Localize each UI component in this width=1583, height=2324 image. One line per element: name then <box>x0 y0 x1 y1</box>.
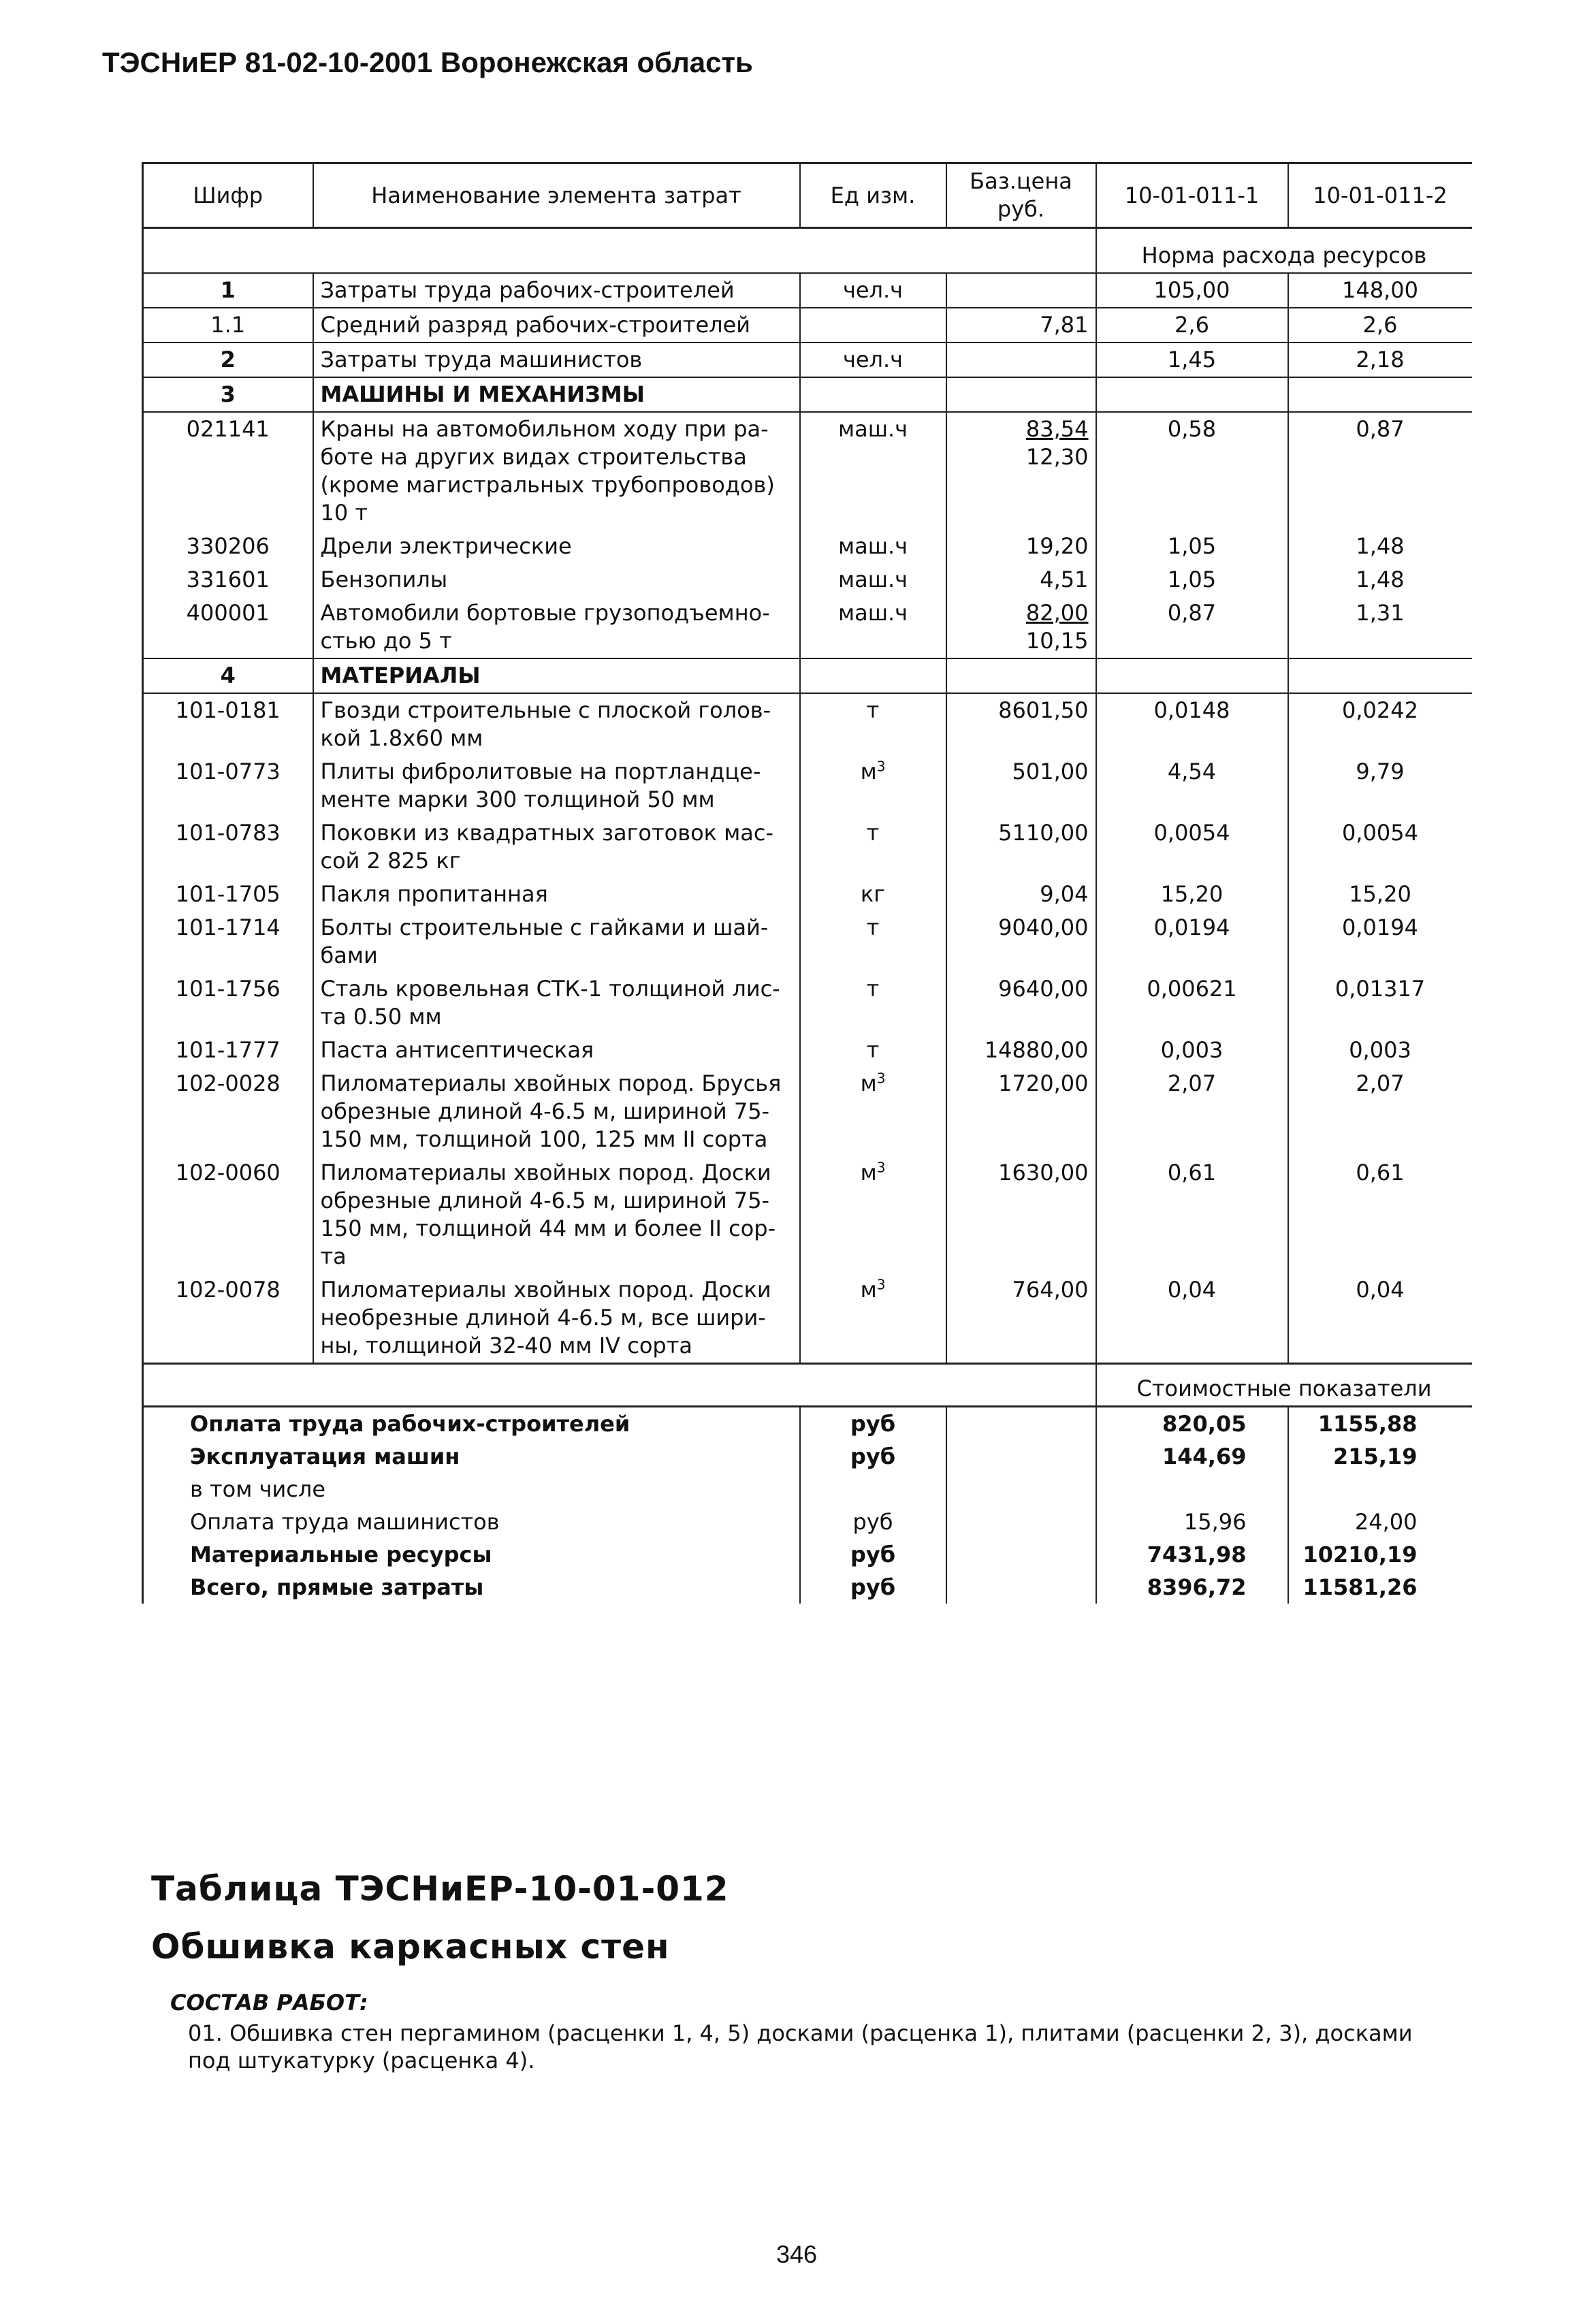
totals-row <box>143 1538 1472 1571</box>
works-text: 01. Обшивка стен пергамином (расценки 1, 4, 5) досками (расценка 1), плитами (расценки 2, 3), досками под штукатурку (расценка 4). <box>188 2020 1413 2073</box>
totals-value-1: 144,69 <box>1096 1440 1288 1473</box>
row-norm-1: 1,05 <box>1096 530 1288 563</box>
row-code: 400001 <box>143 596 313 658</box>
row-unit <box>800 755 946 816</box>
row-name: МАШИНЫ И МЕХАНИЗМЫ <box>313 377 800 412</box>
header-code: Шифр <box>143 163 313 228</box>
row-norm-2: 0,87 <box>1288 412 1472 530</box>
row-unit-text: $м^3$ <box>860 758 886 784</box>
row-unit: чел.ч <box>800 273 946 308</box>
row-unit <box>800 377 946 412</box>
table-row <box>143 972 1472 1034</box>
row-price <box>946 377 1096 412</box>
row-price <box>946 1273 1096 1364</box>
row-name: Дрели электрические <box>313 530 800 563</box>
table-row <box>143 1067 1472 1156</box>
row-price <box>946 412 1096 530</box>
row-name: Паста антисептическая <box>313 1034 800 1067</box>
row-norm-2 <box>1288 377 1472 412</box>
row-unit <box>800 1273 946 1364</box>
row-price-wage: 12,30 <box>1025 444 1089 470</box>
row-unit: т <box>800 911 946 972</box>
row-price-value: 1720,00 <box>998 1070 1089 1096</box>
table-row <box>143 308 1472 343</box>
row-price-value: 501,00 <box>1012 759 1089 784</box>
row-price-value: 4,51 <box>1040 567 1089 592</box>
totals-row <box>143 1473 1472 1506</box>
header-norm-1: 10-01-011-1 <box>1096 163 1288 228</box>
row-price <box>946 530 1096 563</box>
row-norm-2: 1,31 <box>1288 596 1472 658</box>
works-heading: СОСТАВ РАБОТ: <box>170 1990 368 2016</box>
row-price-value: 5110,00 <box>998 820 1089 846</box>
row-price <box>946 972 1096 1034</box>
table-title: Таблица ТЭСНиЕР-10-01-012 <box>151 1869 729 1909</box>
row-price <box>946 596 1096 658</box>
row-price-value: 8601,50 <box>998 697 1089 723</box>
table-row <box>143 1156 1472 1273</box>
row-price-value: 14880,00 <box>984 1037 1089 1063</box>
norms-title-row <box>143 228 1472 274</box>
norms-title: Норма расхода ресурсов <box>1096 228 1472 274</box>
row-norm-2: 0,04 <box>1288 1273 1472 1364</box>
unit-superscript: 3 <box>876 1159 886 1176</box>
totals-row <box>143 1440 1472 1473</box>
row-unit-text: $м^3$ <box>860 1276 886 1303</box>
row-code: 4 <box>143 658 313 693</box>
table-row <box>143 1034 1472 1067</box>
row-unit: маш.ч <box>800 596 946 658</box>
costs-title-spacer <box>143 1364 1096 1407</box>
row-name: Сталь кровельная СТК-1 толщиной лис-та 0.50 мм <box>313 972 800 1034</box>
row-norm-1: 0,04 <box>1096 1273 1288 1364</box>
row-norm-1: 0,003 <box>1096 1034 1288 1067</box>
row-code: 1 <box>143 273 313 308</box>
row-unit <box>800 1067 946 1156</box>
row-price <box>946 1156 1096 1273</box>
totals-label: в том числе <box>143 1473 800 1506</box>
row-code: 1.1 <box>143 308 313 343</box>
totals-label: Эксплуатация машин <box>143 1440 800 1473</box>
page-number: 346 <box>776 2240 818 2268</box>
row-code: 102-0078 <box>143 1273 313 1364</box>
header-norm-2: 10-01-011-2 <box>1288 163 1472 228</box>
totals-value-1 <box>1096 1473 1288 1506</box>
row-price <box>946 308 1096 343</box>
totals-unit: руб <box>800 1407 946 1441</box>
norms-table <box>142 162 1472 1604</box>
table-row <box>143 596 1472 658</box>
totals-row <box>143 1506 1472 1538</box>
row-price-value: 7,81 <box>1040 312 1089 338</box>
costs-title-row <box>143 1364 1472 1407</box>
totals-value-2: 1155,88 <box>1288 1407 1472 1441</box>
totals-price-empty <box>946 1473 1096 1506</box>
row-norm-1: 0,0194 <box>1096 911 1288 972</box>
row-unit: т <box>800 1034 946 1067</box>
row-norm-1: 2,07 <box>1096 1067 1288 1156</box>
totals-price-empty <box>946 1506 1096 1538</box>
row-code: 101-1714 <box>143 911 313 972</box>
row-unit: т <box>800 693 946 755</box>
header-unit: Ед изм. <box>800 163 946 228</box>
row-name: Пиломатериалы хвойных пород. Брусья обрезные длиной 4-6.5 м, шириной 75-150 мм, толщиной 100, 125 мм II сорта <box>313 1067 800 1156</box>
document-header: ТЭСНиЕР 81-02-10-2001 Воронежская область <box>102 46 753 78</box>
row-price <box>946 563 1096 596</box>
table-row <box>143 343 1472 377</box>
row-name: Пиломатериалы хвойных пород. Доски обрезные длиной 4-6.5 м, шириной 75-150 мм, толщиной 44 мм и более II сор-та <box>313 1156 800 1273</box>
row-norm-1: 4,54 <box>1096 755 1288 816</box>
table-subtitle: Обшивка каркасных стен <box>151 1927 670 1967</box>
header-price: Баз.цена руб. <box>946 163 1096 228</box>
row-code: 101-1756 <box>143 972 313 1034</box>
row-unit <box>800 308 946 343</box>
totals-label: Всего, прямые затраты <box>143 1571 800 1604</box>
row-unit: чел.ч <box>800 343 946 377</box>
unit-superscript: 3 <box>876 758 886 775</box>
totals-price-empty <box>946 1407 1096 1441</box>
row-unit: маш.ч <box>800 563 946 596</box>
row-norm-1: 15,20 <box>1096 878 1288 911</box>
row-unit-text: $м^3$ <box>860 1070 886 1096</box>
row-norm-2: 1,48 <box>1288 563 1472 596</box>
row-norm-2: 0,0242 <box>1288 693 1472 755</box>
row-code: 101-0783 <box>143 816 313 878</box>
row-price <box>946 911 1096 972</box>
table-row <box>143 530 1472 563</box>
totals-unit: руб <box>800 1506 946 1538</box>
row-code: 101-0181 <box>143 693 313 755</box>
table-row <box>143 658 1472 693</box>
row-norm-2: 1,48 <box>1288 530 1472 563</box>
row-code: 3 <box>143 377 313 412</box>
table-row <box>143 273 1472 308</box>
costs-title: Стоимостные показатели <box>1096 1364 1472 1407</box>
row-norm-2: 0,61 <box>1288 1156 1472 1273</box>
totals-row <box>143 1571 1472 1604</box>
row-code: 330206 <box>143 530 313 563</box>
totals-label: Оплата труда рабочих-строителей <box>143 1407 800 1441</box>
table-row <box>143 911 1472 972</box>
row-norm-1: 1,05 <box>1096 563 1288 596</box>
row-price-value: 9,04 <box>1040 881 1089 907</box>
row-name: Средний разряд рабочих-строителей <box>313 308 800 343</box>
row-norm-1: 1,45 <box>1096 343 1288 377</box>
totals-value-1: 820,05 <box>1096 1407 1288 1441</box>
row-code: 101-1777 <box>143 1034 313 1067</box>
row-norm-2: 2,07 <box>1288 1067 1472 1156</box>
totals-unit: руб <box>800 1571 946 1604</box>
row-price <box>946 816 1096 878</box>
row-price-value: 1630,00 <box>998 1160 1089 1185</box>
table-row <box>143 816 1472 878</box>
row-code: 2 <box>143 343 313 377</box>
row-name: Бензопилы <box>313 563 800 596</box>
unit-superscript: 3 <box>876 1276 886 1293</box>
totals-value-2: 11581,26 <box>1288 1571 1472 1604</box>
row-price <box>946 658 1096 693</box>
table-row <box>143 1273 1472 1364</box>
totals-value-1: 7431,98 <box>1096 1538 1288 1571</box>
row-name: Пиломатериалы хвойных пород. Доски необрезные длиной 4-6.5 м, все шири-ны, толщиной 32-40 мм IV сорта <box>313 1273 800 1364</box>
table-row <box>143 693 1472 755</box>
row-code: 102-0060 <box>143 1156 313 1273</box>
row-price-value: 83,54 <box>1025 416 1089 442</box>
row-unit <box>800 1156 946 1273</box>
row-code: 102-0028 <box>143 1067 313 1156</box>
row-norm-2: 0,003 <box>1288 1034 1472 1067</box>
row-code: 101-0773 <box>143 755 313 816</box>
row-price <box>946 273 1096 308</box>
row-price-value: 19,20 <box>1025 533 1089 559</box>
row-norm-2: 0,0054 <box>1288 816 1472 878</box>
row-code: 101-1705 <box>143 878 313 911</box>
totals-value-1: 15,96 <box>1096 1506 1288 1538</box>
table-row <box>143 755 1472 816</box>
row-norm-2: 0,01317 <box>1288 972 1472 1034</box>
row-norm-1: 0,0054 <box>1096 816 1288 878</box>
row-norm-1: 0,87 <box>1096 596 1288 658</box>
table-row <box>143 377 1472 412</box>
row-norm-1: 0,00621 <box>1096 972 1288 1034</box>
row-name: Краны на автомобильном ходу при ра-боте на других видах строительства (кроме магистральных трубопроводов) 10 т <box>313 412 800 530</box>
row-price <box>946 1034 1096 1067</box>
row-norm-2 <box>1288 658 1472 693</box>
totals-unit <box>800 1473 946 1506</box>
header-name: Наименование элемента затрат <box>313 163 800 228</box>
row-name: Затраты труда рабочих-строителей <box>313 273 800 308</box>
row-unit <box>800 658 946 693</box>
totals-price-empty <box>946 1440 1096 1473</box>
row-price <box>946 693 1096 755</box>
totals-price-empty <box>946 1571 1096 1604</box>
row-norm-1: 0,61 <box>1096 1156 1288 1273</box>
unit-superscript: 3 <box>876 1070 886 1087</box>
row-name: Болты строительные с гайками и шай-бами <box>313 911 800 972</box>
table-row <box>143 412 1472 530</box>
row-name: Гвозди строительные с плоской голов-кой 1.8х60 мм <box>313 693 800 755</box>
totals-value-2: 10210,19 <box>1288 1538 1472 1571</box>
totals-value-1: 8396,72 <box>1096 1571 1288 1604</box>
row-norm-2: 0,0194 <box>1288 911 1472 972</box>
row-name: Плиты фибролитовые на портландце-менте марки 300 толщиной 50 мм <box>313 755 800 816</box>
row-price-value: 9640,00 <box>998 976 1089 1002</box>
row-name: Автомобили бортовые грузоподъемно-стью до 5 т <box>313 596 800 658</box>
row-name: Затраты труда машинистов <box>313 343 800 377</box>
row-unit: т <box>800 816 946 878</box>
row-unit-text: $м^3$ <box>860 1159 886 1185</box>
totals-label: Материальные ресурсы <box>143 1538 800 1571</box>
row-norm-2: 15,20 <box>1288 878 1472 911</box>
table-header-row <box>143 163 1472 228</box>
totals-row <box>143 1407 1472 1441</box>
row-norm-1: 0,58 <box>1096 412 1288 530</box>
row-norm-2: 148,00 <box>1288 273 1472 308</box>
totals-label: Оплата труда машинистов <box>143 1506 800 1538</box>
totals-unit: руб <box>800 1440 946 1473</box>
row-unit: кг <box>800 878 946 911</box>
row-unit: маш.ч <box>800 530 946 563</box>
row-norm-1: 2,6 <box>1096 308 1288 343</box>
row-code: 331601 <box>143 563 313 596</box>
table-row <box>143 563 1472 596</box>
row-price-value: 9040,00 <box>998 914 1089 940</box>
totals-unit: руб <box>800 1538 946 1571</box>
table-row <box>143 878 1472 911</box>
totals-price-empty <box>946 1538 1096 1571</box>
totals-value-2: 215,19 <box>1288 1440 1472 1473</box>
row-norm-2: 2,18 <box>1288 343 1472 377</box>
row-unit: т <box>800 972 946 1034</box>
row-price-value: 82,00 <box>1025 600 1089 626</box>
totals-value-2: 24,00 <box>1288 1506 1472 1538</box>
row-price-value: 764,00 <box>1012 1277 1089 1303</box>
row-price <box>946 343 1096 377</box>
row-price <box>946 878 1096 911</box>
row-code: 021141 <box>143 412 313 530</box>
row-price-wage: 10,15 <box>1025 628 1089 654</box>
row-price <box>946 755 1096 816</box>
row-norm-1: 0,0148 <box>1096 693 1288 755</box>
row-norm-2: 2,6 <box>1288 308 1472 343</box>
row-norm-1: 105,00 <box>1096 273 1288 308</box>
totals-value-2 <box>1288 1473 1472 1506</box>
row-unit: маш.ч <box>800 412 946 530</box>
row-name: МАТЕРИАЛЫ <box>313 658 800 693</box>
row-price <box>946 1067 1096 1156</box>
row-name: Поковки из квадратных заготовок мас-сой 2 825 кг <box>313 816 800 878</box>
row-norm-1 <box>1096 658 1288 693</box>
row-norm-2: 9,79 <box>1288 755 1472 816</box>
row-name: Пакля пропитанная <box>313 878 800 911</box>
row-norm-1 <box>1096 377 1288 412</box>
